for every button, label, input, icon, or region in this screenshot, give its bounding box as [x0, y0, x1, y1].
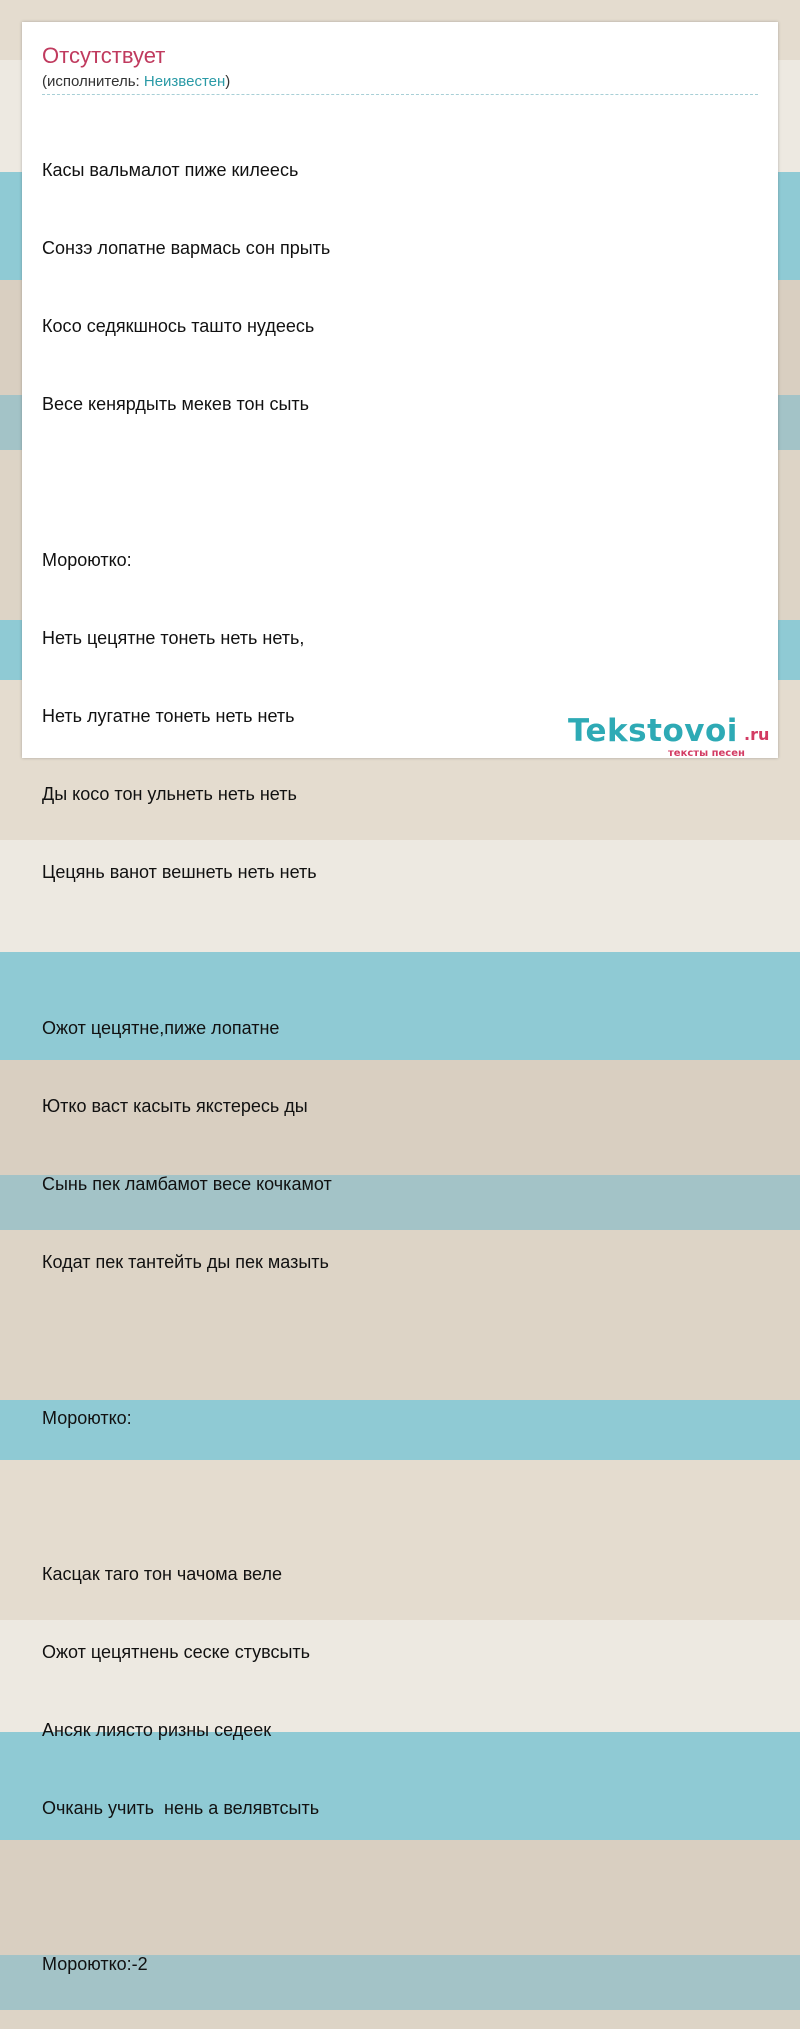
lyric-line: Касы вальмалот пиже килеесь: [42, 160, 299, 180]
lyric-line: Ожот цецятне,пиже лопатне: [42, 1018, 280, 1038]
lyric-line: Ансяк лиясто ризны седеек: [42, 1720, 272, 1740]
lyric-line: Мороютко:: [42, 550, 132, 570]
lyric-line: Неть лугатне тонеть неть неть: [42, 706, 295, 726]
lyric-line: Касцак таго тон чачома веле: [42, 1564, 282, 1584]
lyric-line: Ожот цецятнень сеске стувсыть: [42, 1642, 311, 1662]
lyric-line: Весе кенярдыть мекев тон сыть: [42, 394, 310, 414]
lyric-line: Неть цецятне тонеть неть неть,: [42, 628, 305, 648]
lyric-line: Кодат пек тантейть ды пек мазыть: [42, 1252, 329, 1272]
artist-suffix: ): [225, 73, 231, 90]
lyric-line: Косо седякшнось таштo нудеесь: [42, 316, 315, 336]
divider: [42, 94, 758, 95]
artist-prefix: (исполнитель:: [42, 73, 144, 90]
logo-tld: .ru: [744, 725, 770, 744]
lyrics-card: [22, 22, 778, 1974]
lyric-line: [42, 937, 602, 963]
logo-tagline: тексты песен: [668, 748, 745, 759]
lyric-line: Сонзэ лопатне вармась сон прыть: [42, 238, 331, 258]
logo-name: Tekstovoi: [568, 713, 738, 749]
artist-link[interactable]: Неизвестен: [143, 73, 226, 90]
lyric-line: Очкань учить нень а велявтсыть: [42, 1798, 320, 1818]
artist-line: [42, 72, 230, 92]
site-logo[interactable]: [568, 712, 778, 758]
lyric-line: Ды косо тон ульнеть неть неть: [42, 784, 297, 804]
lyric-line: Мороютко:-2: [42, 1954, 148, 1974]
lyric-line: [42, 1873, 602, 1899]
lyrics-body: [42, 105, 602, 2029]
lyric-line: Ютко васт касыть якстересь ды: [42, 1096, 308, 1116]
lyric-line: [42, 1327, 602, 1353]
lyric-line: [42, 469, 602, 495]
lyric-line: Цецянь ванот вешнеть неть неть: [42, 862, 317, 882]
song-title: Отсутствует: [42, 43, 166, 68]
lyric-line: Мороютко:: [42, 1408, 132, 1428]
lyric-line: [42, 1483, 602, 1509]
lyric-line: Сынь пек ламбамот весе кочкамот: [42, 1174, 332, 1194]
